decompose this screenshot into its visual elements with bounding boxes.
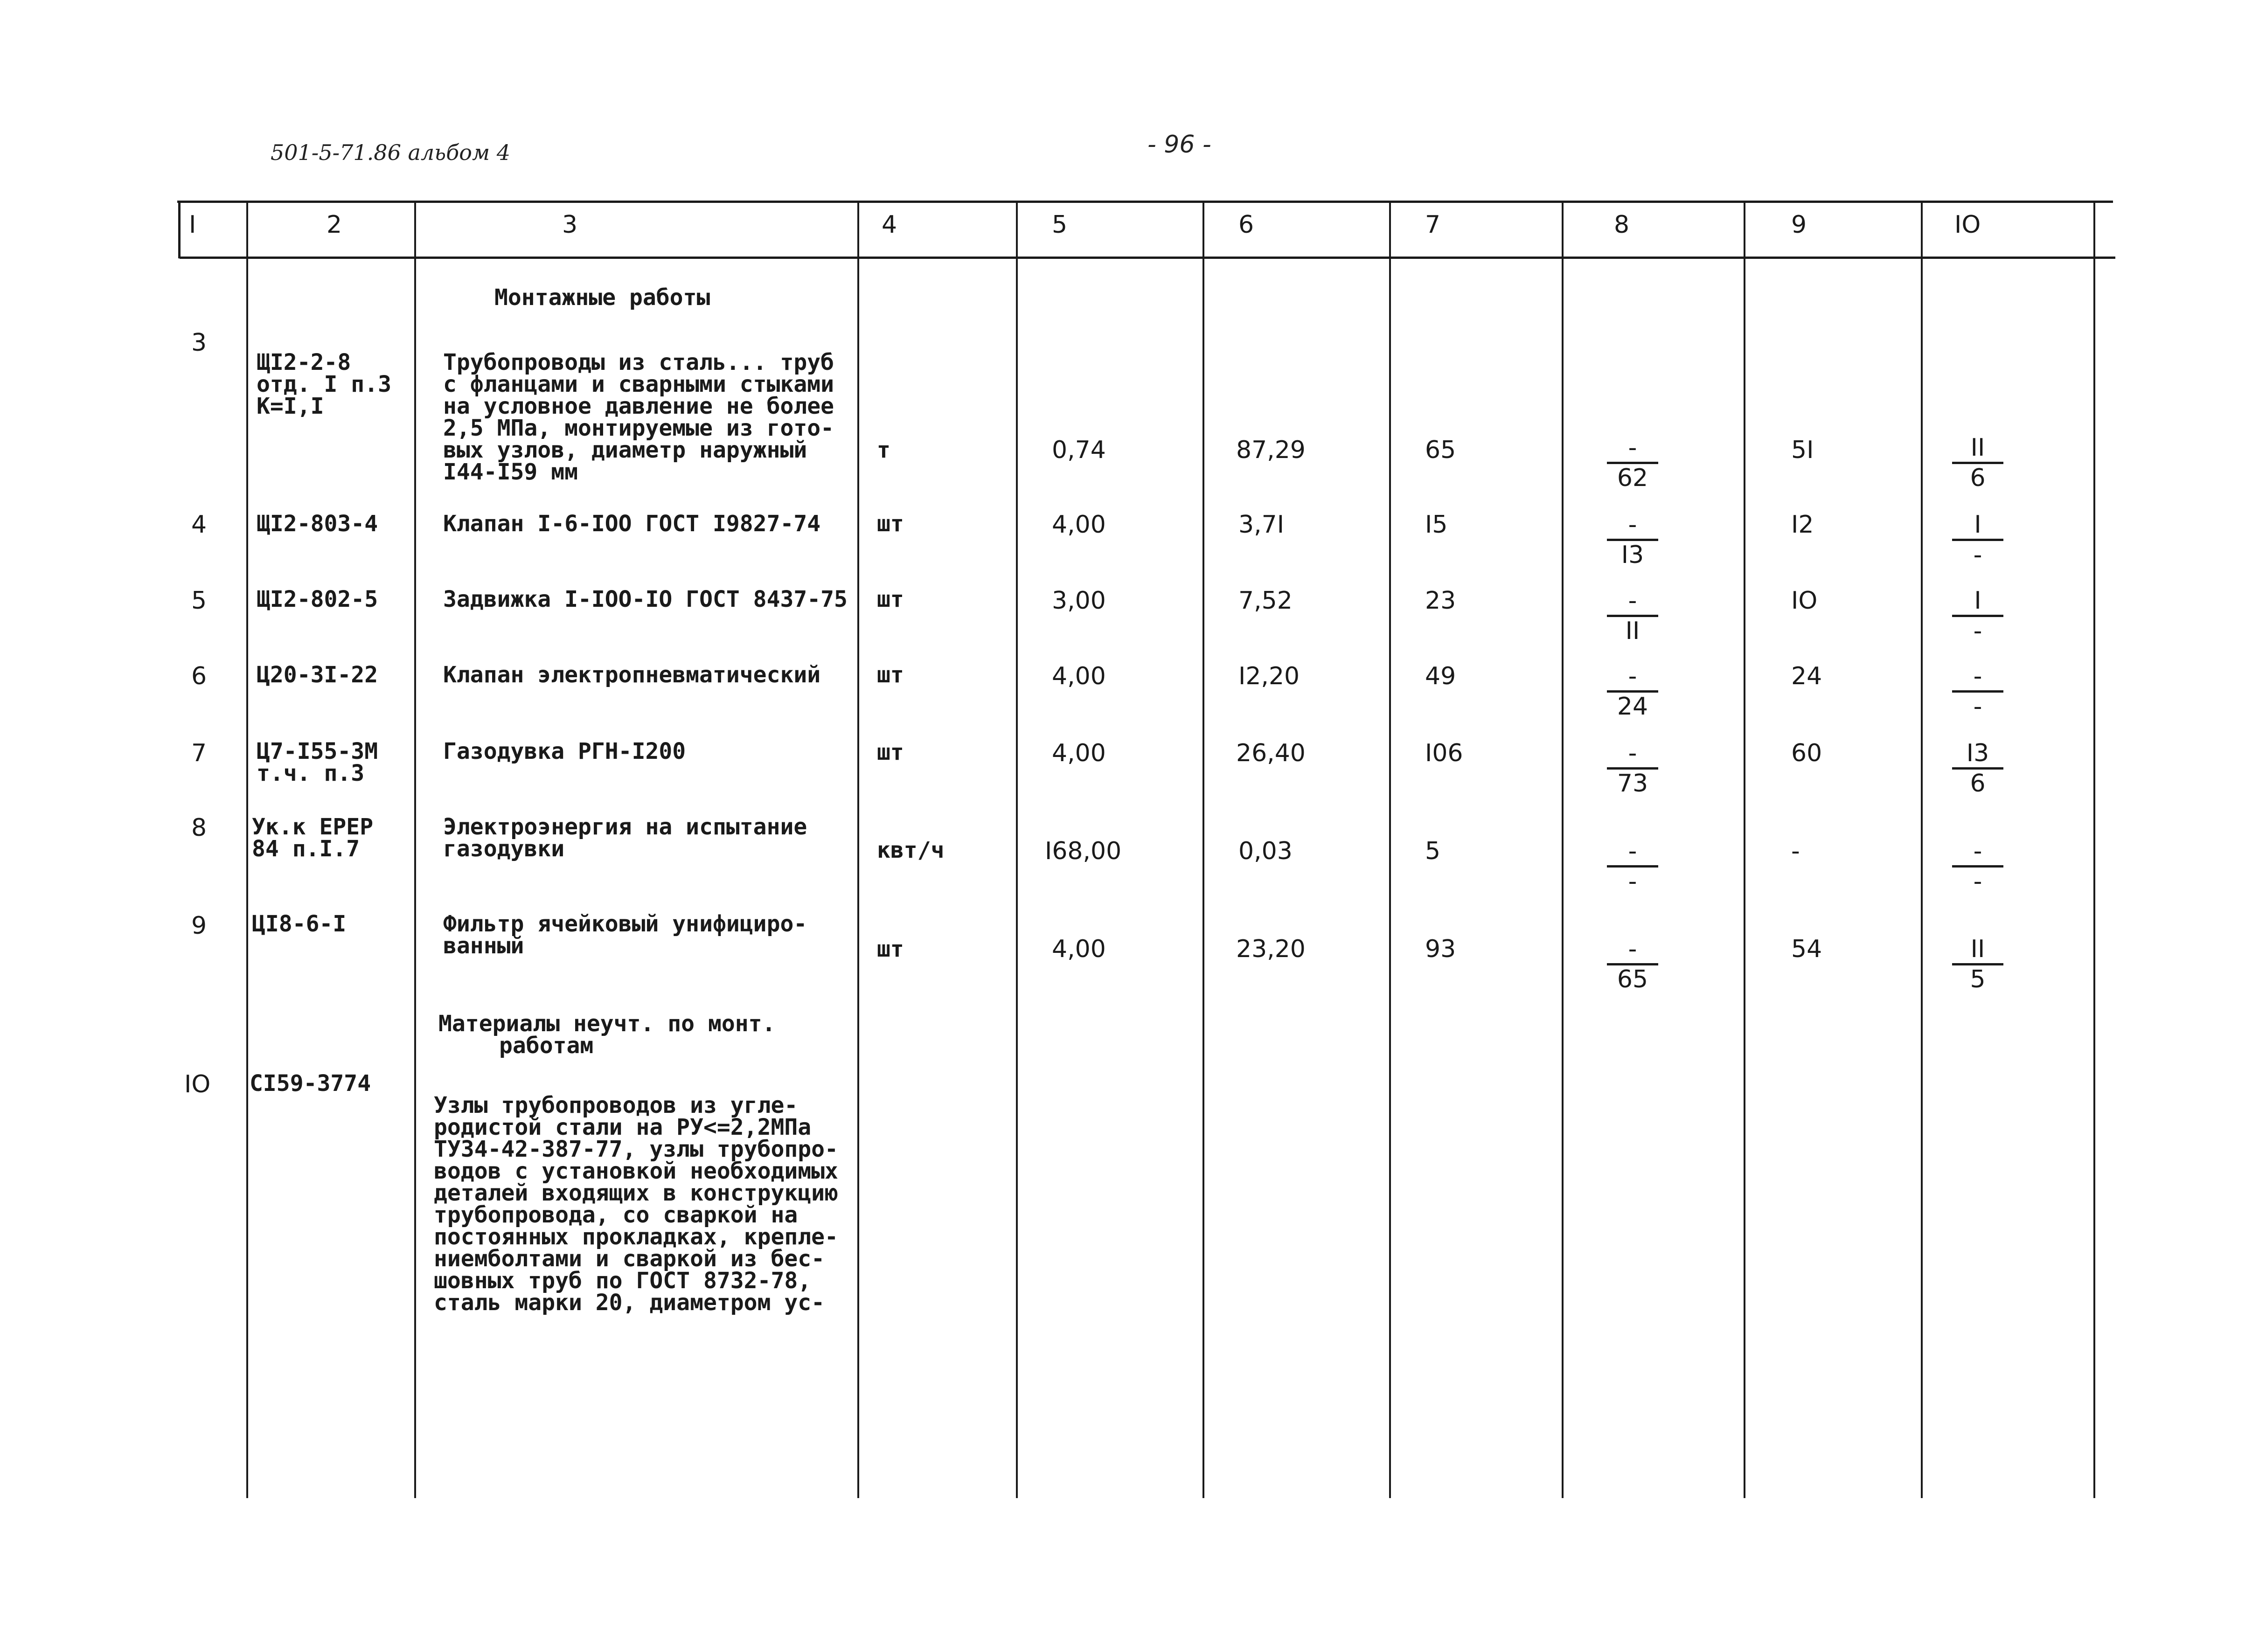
row-number: 5 — [191, 587, 207, 615]
row-code: СI59-3774 — [250, 1070, 371, 1097]
row-qty: 4,00 — [1052, 511, 1106, 539]
row-unit: шт — [877, 936, 904, 962]
row-number: 4 — [191, 511, 207, 539]
row-number: 8 — [191, 814, 207, 842]
row-description: Газодувка РГН-I200 — [443, 738, 686, 764]
column-header: 3 — [562, 211, 578, 239]
row-price: 26,40 — [1236, 739, 1306, 767]
row-col8: - I3 — [1607, 511, 1658, 569]
col-line-9 — [1921, 201, 1923, 1498]
column-header: 2 — [327, 211, 342, 239]
row-description: Задвижка I-IOO-IO ГОСТ 8437-75 — [443, 586, 848, 612]
row-description: Клапан I-6-IOO ГОСТ I9827-74 — [443, 511, 821, 537]
row-total: 5 — [1425, 837, 1441, 865]
row-total: 65 — [1425, 436, 1456, 464]
row-col9: - — [1791, 837, 1800, 865]
row-unit: шт — [877, 662, 904, 688]
row-col10: - - — [1952, 837, 2003, 895]
row-col10: II 6 — [1952, 434, 2003, 492]
row-description: Трубопроводы из сталь... труб с фланцами и сварными стыками на условное давление не более 2,5 МПа, монтируемые из гото- вых узлов, диаметр наружный I44-I59 мм — [443, 349, 834, 485]
row-unit: т — [877, 437, 890, 463]
col-line-8 — [1744, 201, 1745, 1498]
row-qty: 4,00 — [1052, 662, 1106, 690]
row-code: ЩI2-2-8 отд. I п.3 К=I,I — [257, 349, 391, 419]
row-col9: 5I — [1791, 436, 1814, 464]
row-col9: 60 — [1791, 739, 1822, 767]
row-col10: II 5 — [1952, 935, 2003, 993]
row-qty: 4,00 — [1052, 739, 1106, 767]
row-qty: I68,00 — [1045, 837, 1122, 865]
row-total: 49 — [1425, 662, 1456, 690]
row-code: Ц20-3I-22 — [257, 662, 378, 688]
row-number: 7 — [191, 739, 207, 767]
column-header: I — [189, 211, 196, 239]
row-col8: - 65 — [1607, 935, 1658, 993]
column-header: 5 — [1052, 211, 1068, 239]
row-col9: I2 — [1791, 511, 1814, 539]
row-col10: I3 6 — [1952, 739, 2003, 798]
row-unit: шт — [877, 739, 904, 765]
row-price: 0,03 — [1238, 837, 1293, 865]
section-heading: Материалы неучт. по монт. работам — [438, 1011, 776, 1059]
table-top-rule — [177, 201, 2113, 203]
row-col9: 54 — [1791, 935, 1822, 963]
row-description: Электроэнергия на испытание газодувки — [443, 814, 807, 862]
row-description: Узлы трубопроводов из угле- родистой стали на РУ<=2,2МПа ТУ34-42-387-77, узлы трубопро- водов с установкой необходимых деталей входящих в конструкцию трубопровода, со сваркой на постоянных прокладках, крепле- ниемболтами и сваркой из бес- шовных труб по ГОСТ 8732-78, сталь марки 20, диаметром ус- — [434, 1092, 838, 1316]
col-line-2 — [414, 201, 416, 1498]
row-unit: шт — [877, 511, 904, 537]
col-line-3 — [857, 201, 859, 1498]
row-col10: I - — [1952, 511, 2003, 569]
row-number: 6 — [191, 662, 207, 690]
row-description: Клапан электропневматический — [443, 662, 821, 688]
row-col10: I - — [1952, 587, 2003, 645]
row-total: I5 — [1425, 511, 1448, 539]
row-qty: 0,74 — [1052, 436, 1106, 464]
header-bottom-rule — [180, 257, 2115, 259]
row-code: Ц7-I55-3М т.ч. п.3 — [257, 738, 378, 786]
column-header: 6 — [1238, 211, 1254, 239]
column-header: 8 — [1614, 211, 1630, 239]
row-unit: квт/ч — [877, 837, 945, 863]
row-col8: - II — [1607, 587, 1658, 645]
row-col10: - - — [1952, 662, 2003, 721]
row-number: 9 — [191, 912, 207, 940]
col-line-5 — [1202, 201, 1204, 1498]
document-code: 501-5-71.86 альбом 4 — [271, 140, 511, 165]
row-code: ЦI8-6-I — [252, 911, 347, 937]
col-line-10 — [2093, 201, 2095, 1498]
page-number: - 96 - — [1147, 131, 1211, 159]
col-line-1 — [246, 201, 248, 1498]
col-line-7 — [1562, 201, 1564, 1498]
row-code: ЩI2-803-4 — [257, 511, 378, 537]
row-price: 87,29 — [1236, 436, 1306, 464]
row-total: 93 — [1425, 935, 1456, 963]
row-price: 3,7I — [1238, 511, 1285, 539]
row-number: 3 — [191, 329, 207, 357]
row-description: Фильтр ячейковый унифициро- ванный — [443, 911, 807, 959]
col-line-6 — [1389, 201, 1391, 1498]
row-total: 23 — [1425, 587, 1456, 615]
row-col9: 24 — [1791, 662, 1822, 690]
section-heading: Монтажные работы — [494, 285, 710, 311]
row-total: I06 — [1425, 739, 1463, 767]
row-price: I2,20 — [1238, 662, 1300, 690]
col-line-4 — [1016, 201, 1018, 1498]
table-left-border — [178, 201, 181, 258]
column-header: 7 — [1425, 211, 1441, 239]
row-col8: - 62 — [1607, 434, 1658, 492]
row-unit: шт — [877, 586, 904, 612]
row-qty: 3,00 — [1052, 587, 1106, 615]
column-header: 9 — [1791, 211, 1807, 239]
row-code: Ук.к ЕРЕР 84 п.I.7 — [252, 814, 374, 862]
row-qty: 4,00 — [1052, 935, 1106, 963]
row-code: ЩI2-802-5 — [257, 586, 378, 612]
column-header: IO — [1954, 211, 1981, 239]
row-number: IO — [184, 1070, 211, 1098]
column-header: 4 — [882, 211, 897, 239]
row-col9: IO — [1791, 587, 1818, 615]
row-price: 23,20 — [1236, 935, 1306, 963]
row-col8: - 24 — [1607, 662, 1658, 721]
row-price: 7,52 — [1238, 587, 1293, 615]
row-col8: - - — [1607, 837, 1658, 895]
row-col8: - 73 — [1607, 739, 1658, 798]
